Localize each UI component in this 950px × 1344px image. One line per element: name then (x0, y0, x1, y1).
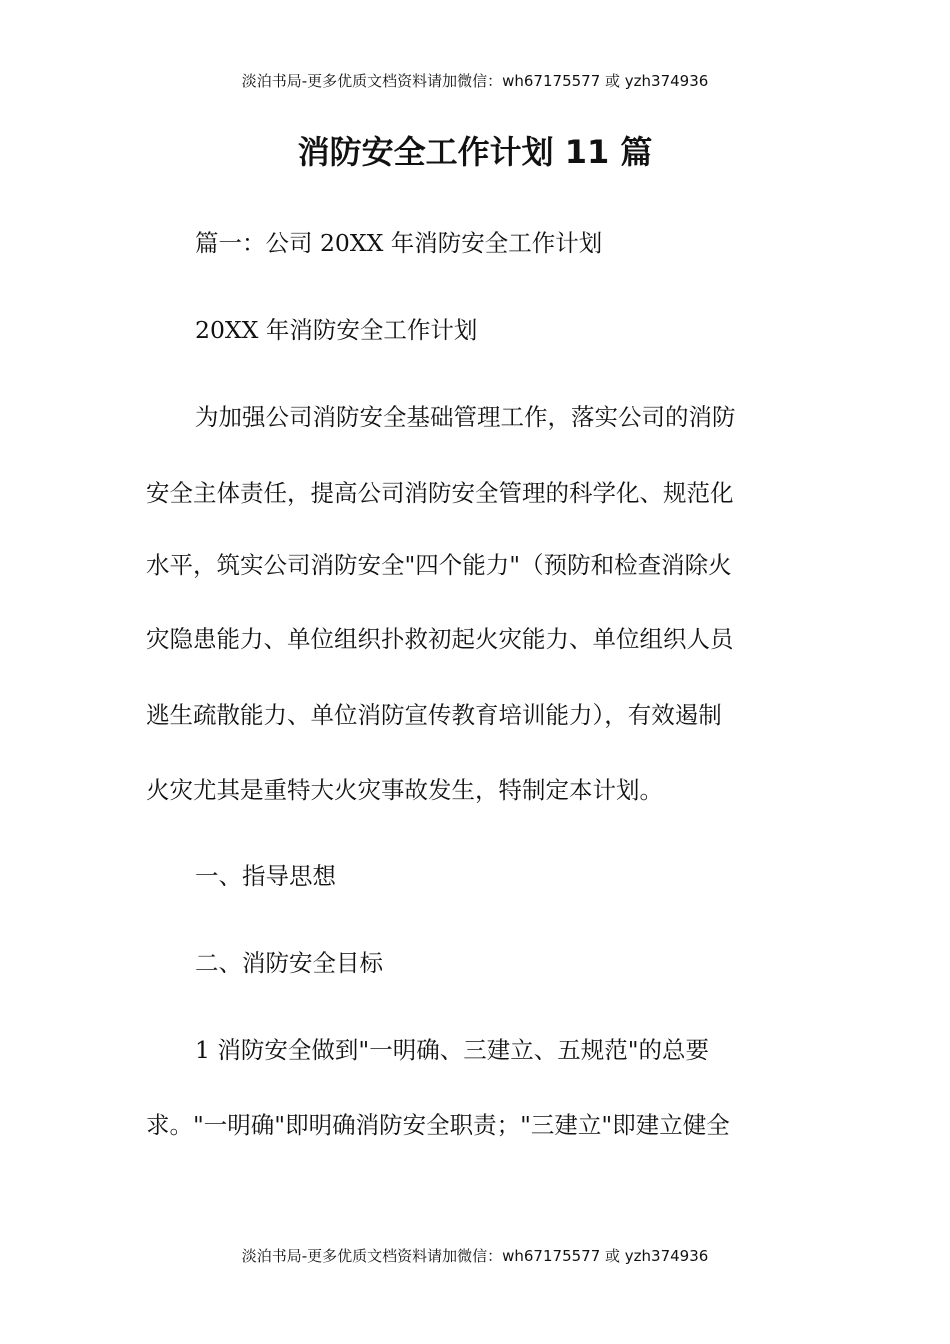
article-heading: 20XX 年消防安全工作计划 (195, 316, 478, 344)
section-heading-safety-goals: 二、消防安全目标 (195, 949, 383, 977)
page-footer-watermark: 淡泊书局-更多优质文档资料请加微信：wh67175577 或 yzh374936 (241, 1247, 709, 1265)
article-subtitle: 篇一：公司 20XX 年消防安全工作计划 (195, 229, 603, 257)
paragraph-line: 逃生疏散能力、单位消防宣传教育培训能力），有效遏制 (146, 701, 722, 729)
paragraph-line: 灾隐患能力、单位组织扑救初起火灾能力、单位组织人员 (146, 625, 734, 653)
paragraph-line: 1 消防安全做到"一明确、三建立、五规范"的总要 (195, 1036, 710, 1064)
document-title: 消防安全工作计划 11 篇 (297, 133, 653, 171)
section-heading-guiding-ideology: 一、指导思想 (195, 862, 336, 890)
page-header-watermark: 淡泊书局-更多优质文档资料请加微信：wh67175577 或 yzh374936 (241, 72, 709, 90)
paragraph-line: 水平，筑实公司消防安全"四个能力"（预防和检查消除火 (146, 551, 732, 579)
paragraph-line: 为加强公司消防安全基础管理工作，落实公司的消防 (195, 403, 736, 431)
paragraph-line: 安全主体责任，提高公司消防安全管理的科学化、规范化 (146, 479, 734, 507)
paragraph-line: 求。"一明确"即明确消防安全职责；"三建立"即建立健全 (146, 1111, 730, 1139)
paragraph-line: 火灾尤其是重特大火灾事故发生，特制定本计划。 (146, 776, 663, 804)
